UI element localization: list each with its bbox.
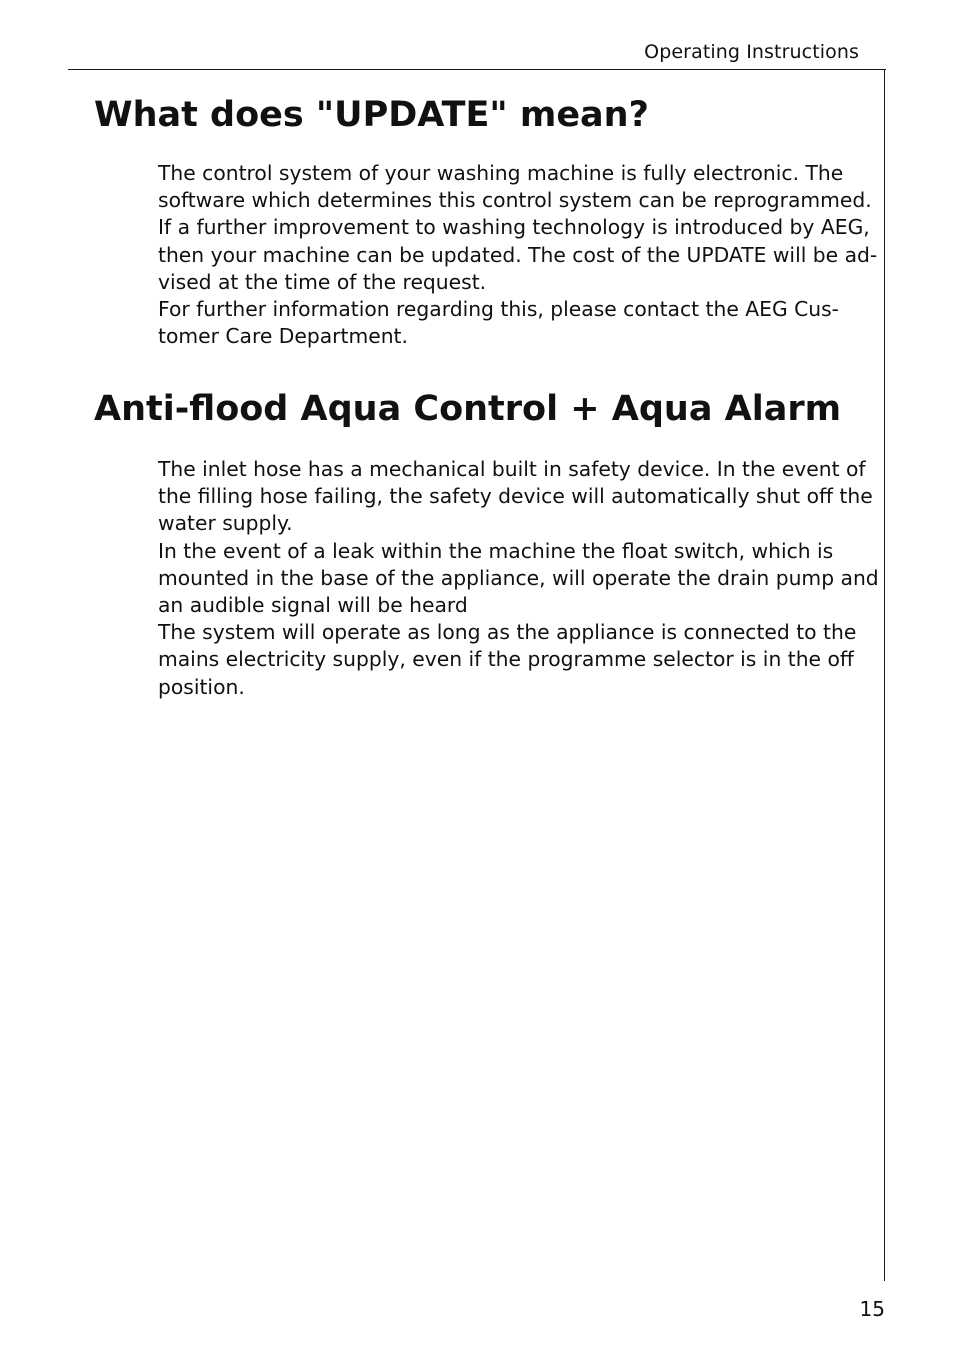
body-line: If a further improvement to washing technology is introduced by AEG,	[158, 215, 870, 240]
page-number: 15	[859, 1297, 885, 1321]
body-line: In the event of a leak within the machine the float switch, which is	[158, 538, 834, 563]
body-line: The inlet hose has a mechanical built in safety device. In the event of	[158, 457, 866, 481]
header-rule	[68, 69, 886, 70]
body-line: then your machine can be updated. The cost of the UPDATE will be ad-	[158, 242, 878, 267]
body-line: For further information regarding this, please contact the AEG Cus-	[158, 297, 840, 322]
section-title-anti-flood: Anti-flood Aqua Control + Aqua Alarm	[94, 389, 842, 429]
body-line: position.	[158, 674, 245, 699]
side-rule	[884, 69, 885, 1281]
body-line: an audible signal will be heard	[158, 593, 468, 618]
section-body-update	[158, 160, 878, 350]
body-line: water supply.	[158, 511, 293, 536]
body-line: tomer Care Department.	[158, 324, 408, 349]
body-line: vised at the time of the request.	[158, 269, 487, 294]
body-line: software which determines this control system can be reprogrammed.	[158, 188, 872, 213]
section-body-anti-flood	[158, 456, 879, 701]
body-line: The system will operate as long as the appliance is connected to the	[158, 620, 857, 645]
body-line: the filling hose failing, the safety device will automatically shut off the	[158, 484, 873, 509]
section-title-update: What does "UPDATE" mean?	[94, 95, 649, 135]
body-line: The control system of your washing machine is fully electronic. The	[158, 161, 844, 185]
running-header: Operating Instructions	[644, 41, 859, 63]
body-line: mains electricity supply, even if the programme selector is in the off	[158, 647, 854, 672]
body-line: mounted in the base of the appliance, will operate the drain pump and	[158, 565, 879, 590]
